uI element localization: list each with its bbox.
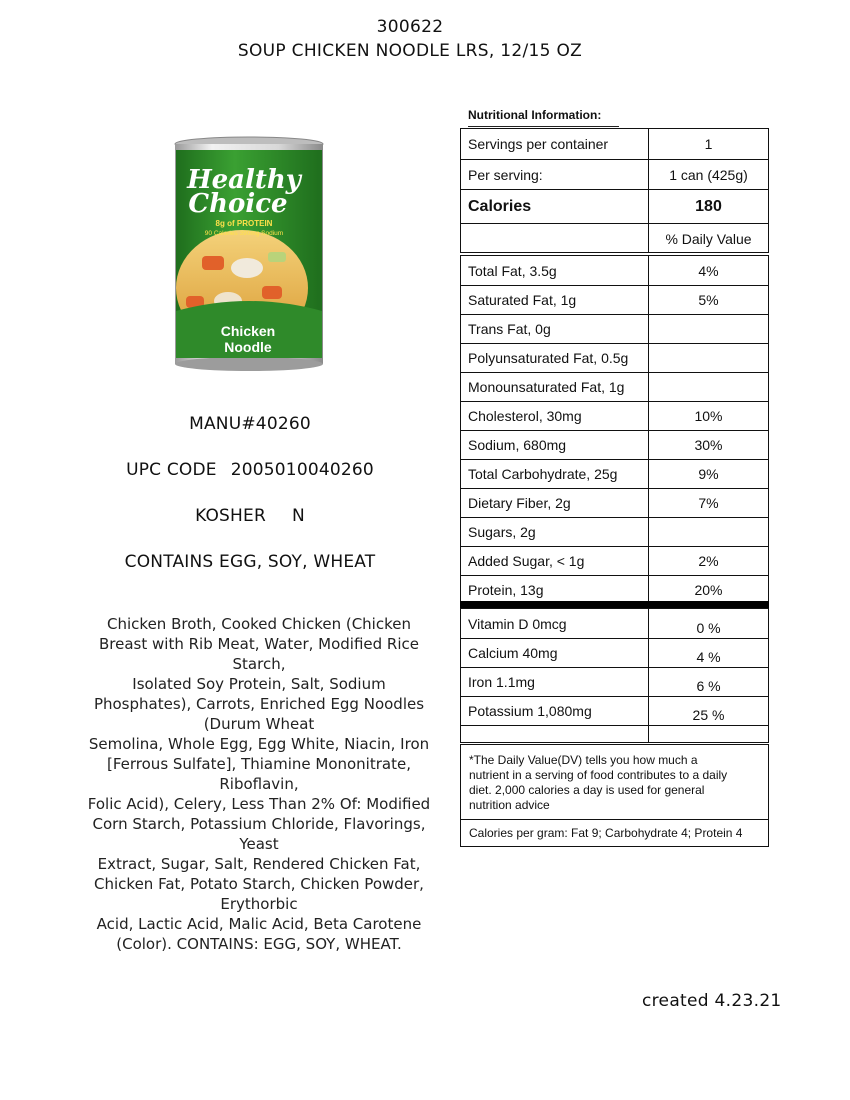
nutrient-label: Polyunsaturated Fat, 0.5g [468,350,629,366]
vitamin-row [461,696,768,725]
ingredient-line: (Durum Wheat [203,715,315,733]
ingredient-line: Acid, Lactic Acid, Malic Acid, Beta Carotene [96,915,422,933]
nutrient-row [461,285,768,314]
nutrient-label: Sugars, 2g [468,524,536,540]
per-serving-label: Per serving: [468,166,543,183]
upc-label: UPC CODE [126,460,217,480]
vitamin-dv: 6 % [696,678,721,694]
ingredient-line: Phosphates), Carrots, Enriched Egg Noodles [93,695,425,713]
calories-label: Calories [468,197,532,215]
kosher-value: N [292,506,305,526]
nutrient-dv: 5% [698,292,719,308]
calories-row [461,189,768,223]
ingredient-line: (Color). CONTAINS: EGG, SOY, WHEAT. [116,935,402,953]
vitamin-label: Potassium 1,080mg [468,703,592,719]
ingredient-line: Starch, [232,655,286,673]
dv-footnote-box [460,744,769,847]
manufacturer-number: MANU#40260 [189,414,311,434]
vitamin-label: Calcium 40mg [468,645,558,661]
brand-line2: Choice [188,189,288,219]
product-title: SOUP CHICKEN NOODLE LRS, 12/15 OZ [237,41,583,61]
product-can-image [172,136,326,372]
item-code: 300622 [376,17,444,37]
footnote-divider [461,819,768,820]
calories-per-gram: Calories per gram: Fat 9; Carbohydrate 4; Protein 4 [469,826,743,840]
nutrient-dv: 7% [698,495,719,511]
nutrient-label: Monounsaturated Fat, 1g [468,379,625,395]
nutrient-label: Sodium, 680mg [468,437,567,453]
nutrient-label: Total Carbohydrate, 25g [468,466,618,482]
vitamin-label: Iron 1.1mg [468,674,535,690]
ingredient-line: Extract, Sugar, Salt, Rendered Chicken Fat, [97,855,421,873]
flavor-line2: Noodle [224,339,272,355]
nutrition-heading: Nutritional Information: [468,108,602,122]
upc-code [60,460,440,480]
heading-underline [468,126,619,127]
nutrient-row [461,372,768,401]
claim-line2: 90 Calories 390mg Sodium [204,230,284,237]
empty-row [461,725,768,743]
claim-line1: 8g of PROTEIN [215,219,273,228]
nutrient-label: Trans Fat, 0g [468,321,551,337]
nutrient-dv: 30% [694,437,723,453]
ingredient-line: Corn Starch, Potassium Chloride, Flavorings, [92,815,426,833]
vitamin-row [461,667,768,696]
nutrient-row [461,256,768,285]
ingredient-line: Erythorbic [220,895,298,913]
servings-label: Servings per container [468,136,609,152]
vitamin-row [461,638,768,667]
ingredient-line: Riboflavin, [219,775,299,793]
per-serving-value: 1 can (425g) [669,166,748,183]
calories-value: 180 [695,197,722,215]
servings-value: 1 [704,136,713,152]
brand-line1: Healthy [187,165,301,195]
vitamin-table [460,608,769,743]
ingredient-line: Folic Acid), Celery, Less Than 2% Of: Modified [87,795,431,813]
nutrient-table [460,255,769,602]
vitamin-label: Vitamin D 0mcg [468,615,567,632]
nutrient-label: Cholesterol, 30mg [468,408,582,424]
nutrient-dv: 20% [694,581,723,598]
vitamin-dv: 0 % [696,620,721,636]
ingredient-line: Isolated Soy Protein, Salt, Sodium [132,675,386,693]
nutrient-label: Added Sugar, < 1g [468,553,585,569]
ingredient-line: Semolina, Whole Egg, Egg White, Niacin, Iron [88,735,430,753]
nutrient-dv: 2% [698,553,719,569]
nutrient-label: Protein, 13g [468,581,544,598]
ingredient-list [83,614,435,954]
vitamin-dv: 25 % [692,707,725,723]
serving-table [460,128,769,253]
nutrient-row [461,517,768,546]
servings-row [461,129,768,159]
nutrient-label: Dietary Fiber, 2g [468,495,571,511]
nutrient-dv: 9% [698,466,719,482]
dv-header: % Daily Value [665,230,752,247]
flavor-line1: Chicken [220,323,276,339]
nutrient-row [461,314,768,343]
ingredient-line: Yeast [239,835,279,853]
ingredient-line: Chicken Broth, Cooked Chicken (Chicken [107,615,411,633]
kosher-label: KOSHER [195,506,266,526]
ingredient-line: [Ferrous Sulfate], Thiamine Mononitrate, [107,755,411,773]
dv-header-row [461,223,768,253]
nutrient-row [461,459,768,488]
nutrient-row [461,343,768,372]
vitamin-row [461,609,768,638]
created-date: created 4.23.21 [642,991,782,1011]
nutrient-row [461,575,768,603]
upc-value: 2005010040260 [230,460,374,480]
kosher-status [60,506,440,526]
nutrient-row [461,401,768,430]
nutrient-label: Saturated Fat, 1g [468,292,577,308]
ingredient-line: Chicken Fat, Potato Starch, Chicken Powder, [94,875,424,893]
vitamin-dv: 4 % [696,649,721,665]
per-serving-row [461,159,768,189]
allergen-statement: CONTAINS EGG, SOY, WHEAT [124,552,376,572]
nutrient-dv: 4% [698,262,719,279]
nutrient-row [461,488,768,517]
nutrient-dv: 10% [694,408,723,424]
nutrient-label: Total Fat, 3.5g [468,262,557,279]
nutrient-row [461,546,768,575]
nutrient-row [461,430,768,459]
dv-footnote: *The Daily Value(DV) tells you how much a nutrient in a serving of food contributes to a daily diet. 2,000 calories a day is used for general nutrition advice [469,753,728,812]
ingredient-line: Breast with Rib Meat, Water, Modified Rice [99,635,419,653]
